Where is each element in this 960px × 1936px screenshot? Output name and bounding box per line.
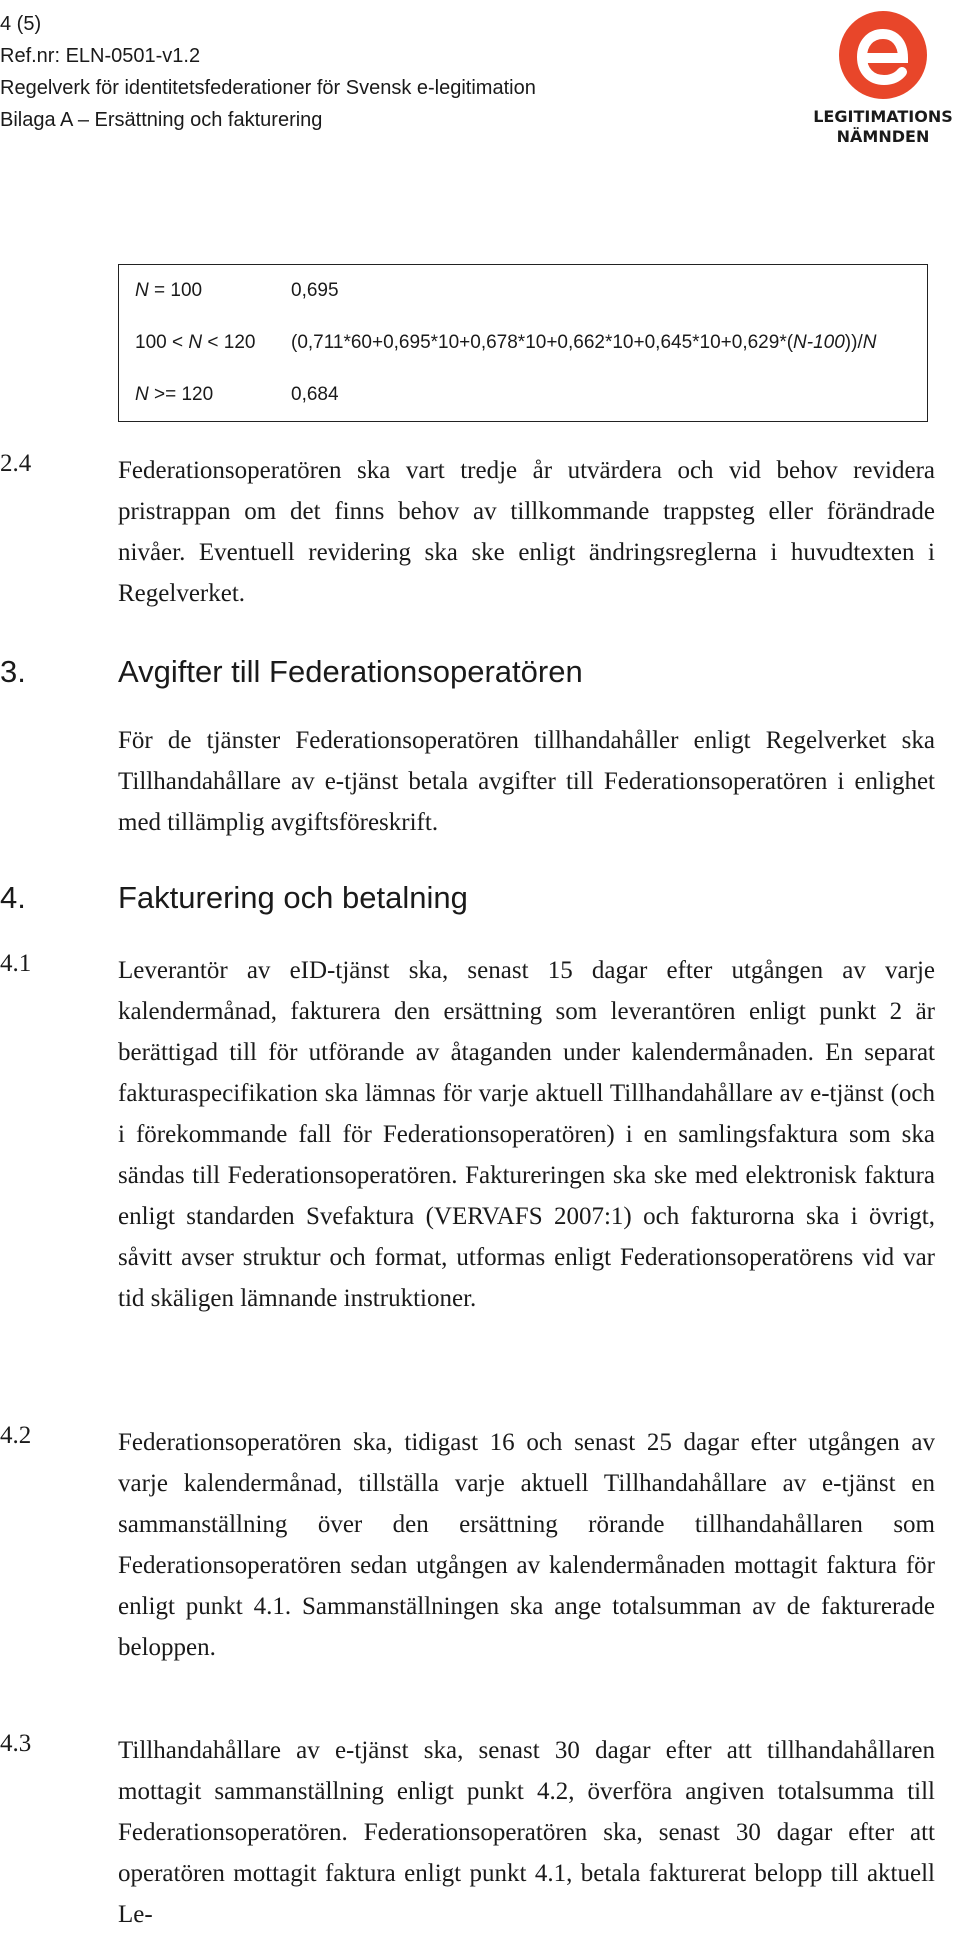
document-header — [0, 8, 536, 136]
table-cell: 0,684 — [291, 384, 339, 405]
table-cell: 100 < N < 120 — [135, 332, 256, 353]
section-number: 2.4 — [0, 450, 32, 477]
table-row — [119, 369, 928, 422]
heading-number: 4. — [0, 880, 26, 915]
section-4-1 — [0, 950, 935, 1319]
table-row — [119, 265, 928, 318]
heading-title: Avgifter till Federationsoperatören — [118, 654, 583, 689]
table-cell: N >= 120 — [135, 384, 214, 405]
section-text: Tillhandahållare av e-tjänst ska, senast 30 dagar efter att tillhandahållaren mottagit sammanställning enligt punkt 4.2, överföra angiven totalsumma till Federationsoperatören. Federationsoperatören ska, senast 30 dagar efter att operatören mottagit faktura enligt punkt 4.1, betala fakturerat belopp till aktuell Le- — [118, 1737, 935, 1928]
section-text: Federationsoperatören ska, tidigast 16 och senast 25 dagar efter utgången av varje kalendermånad, tillställa varje aktuell Tillhandahållare av e-tjänst en sammanställning över den ersättning rörande tillhandahållaren som Federationsoperatören sedan utgången av kalendermånaden mottagit faktura för enligt punkt 4.1. Sammanställningen ska ange totalsumman av de fakturerade beloppen. — [118, 1429, 935, 1661]
table-cell: N = 100 — [135, 280, 203, 301]
heading-number: 3. — [0, 654, 26, 689]
section-number: 4.1 — [0, 950, 32, 977]
section-number: 4.2 — [0, 1422, 32, 1449]
section-4-2 — [0, 1422, 935, 1668]
legitimationsnamnden-logo — [806, 8, 960, 148]
table-cell: 0,695 — [291, 280, 339, 301]
annex-title: Bilaga A – Ersättning och fakturering — [0, 109, 323, 131]
section-2-4 — [0, 450, 935, 614]
section-number: 4.3 — [0, 1730, 32, 1757]
reference-number: Ref.nr: ELN-0501-v1.2 — [0, 45, 201, 67]
document-title: Regelverk för identitetsfederationer för Svensk e-legitimation — [0, 77, 536, 99]
page-number: 4 (5) — [0, 13, 42, 35]
table-cell: (0,711*60+0,695*10+0,678*10+0,662*10+0,645*10+0,629*(N-100))/N — [291, 332, 877, 353]
table-row — [119, 317, 928, 369]
logo-line-2: NÄMNDEN — [836, 127, 930, 146]
section-3 — [0, 720, 935, 843]
section-text: Leverantör av eID-tjänst ska, senast 15 dagar efter utgången av varje kalendermånad, fakturera den ersättning som leverantören enligt punkt 2 är berättigad till för utförande av åtaganden under kalendermånaden. En separat fakturaspecifikation ska lämnas för varje aktuell Tillhandahållare av e-tjänst (och i förekommande fall för Federationsoperatören) i en samlingsfaktura som ska sändas till Federationsoperatören. Faktureringen ska ske med elektronisk faktura enligt standarden Svefaktura (VERVAFS 2007:1) och fakturorna ska i övrigt, såvitt avser struktur och format, utformas enligt Federationsoperatörens vid var tid skäligen lämnande instruktioner. — [118, 957, 935, 1312]
logo-line-1: LEGITIMATIONS — [813, 107, 953, 126]
rate-table — [118, 264, 928, 422]
section-text: För de tjänster Federationsoperatören tillhandahåller enligt Regelverket ska Tillhandahållare av e-tjänst betala avgifter till Federationsoperatören i enlighet med tillämplig avgiftsföreskrift. — [118, 727, 935, 836]
heading-title: Fakturering och betalning — [118, 880, 468, 915]
section-4-3 — [0, 1730, 935, 1935]
section-text: Federationsoperatören ska vart tredje år utvärdera och vid behov revidera pristrappan om det finns behov av tillkommande trappsteg eller förändrade nivåer. Eventuell revidering ska ske enligt ändringsreglerna i huvudtexten i Regelverket. — [118, 457, 935, 607]
